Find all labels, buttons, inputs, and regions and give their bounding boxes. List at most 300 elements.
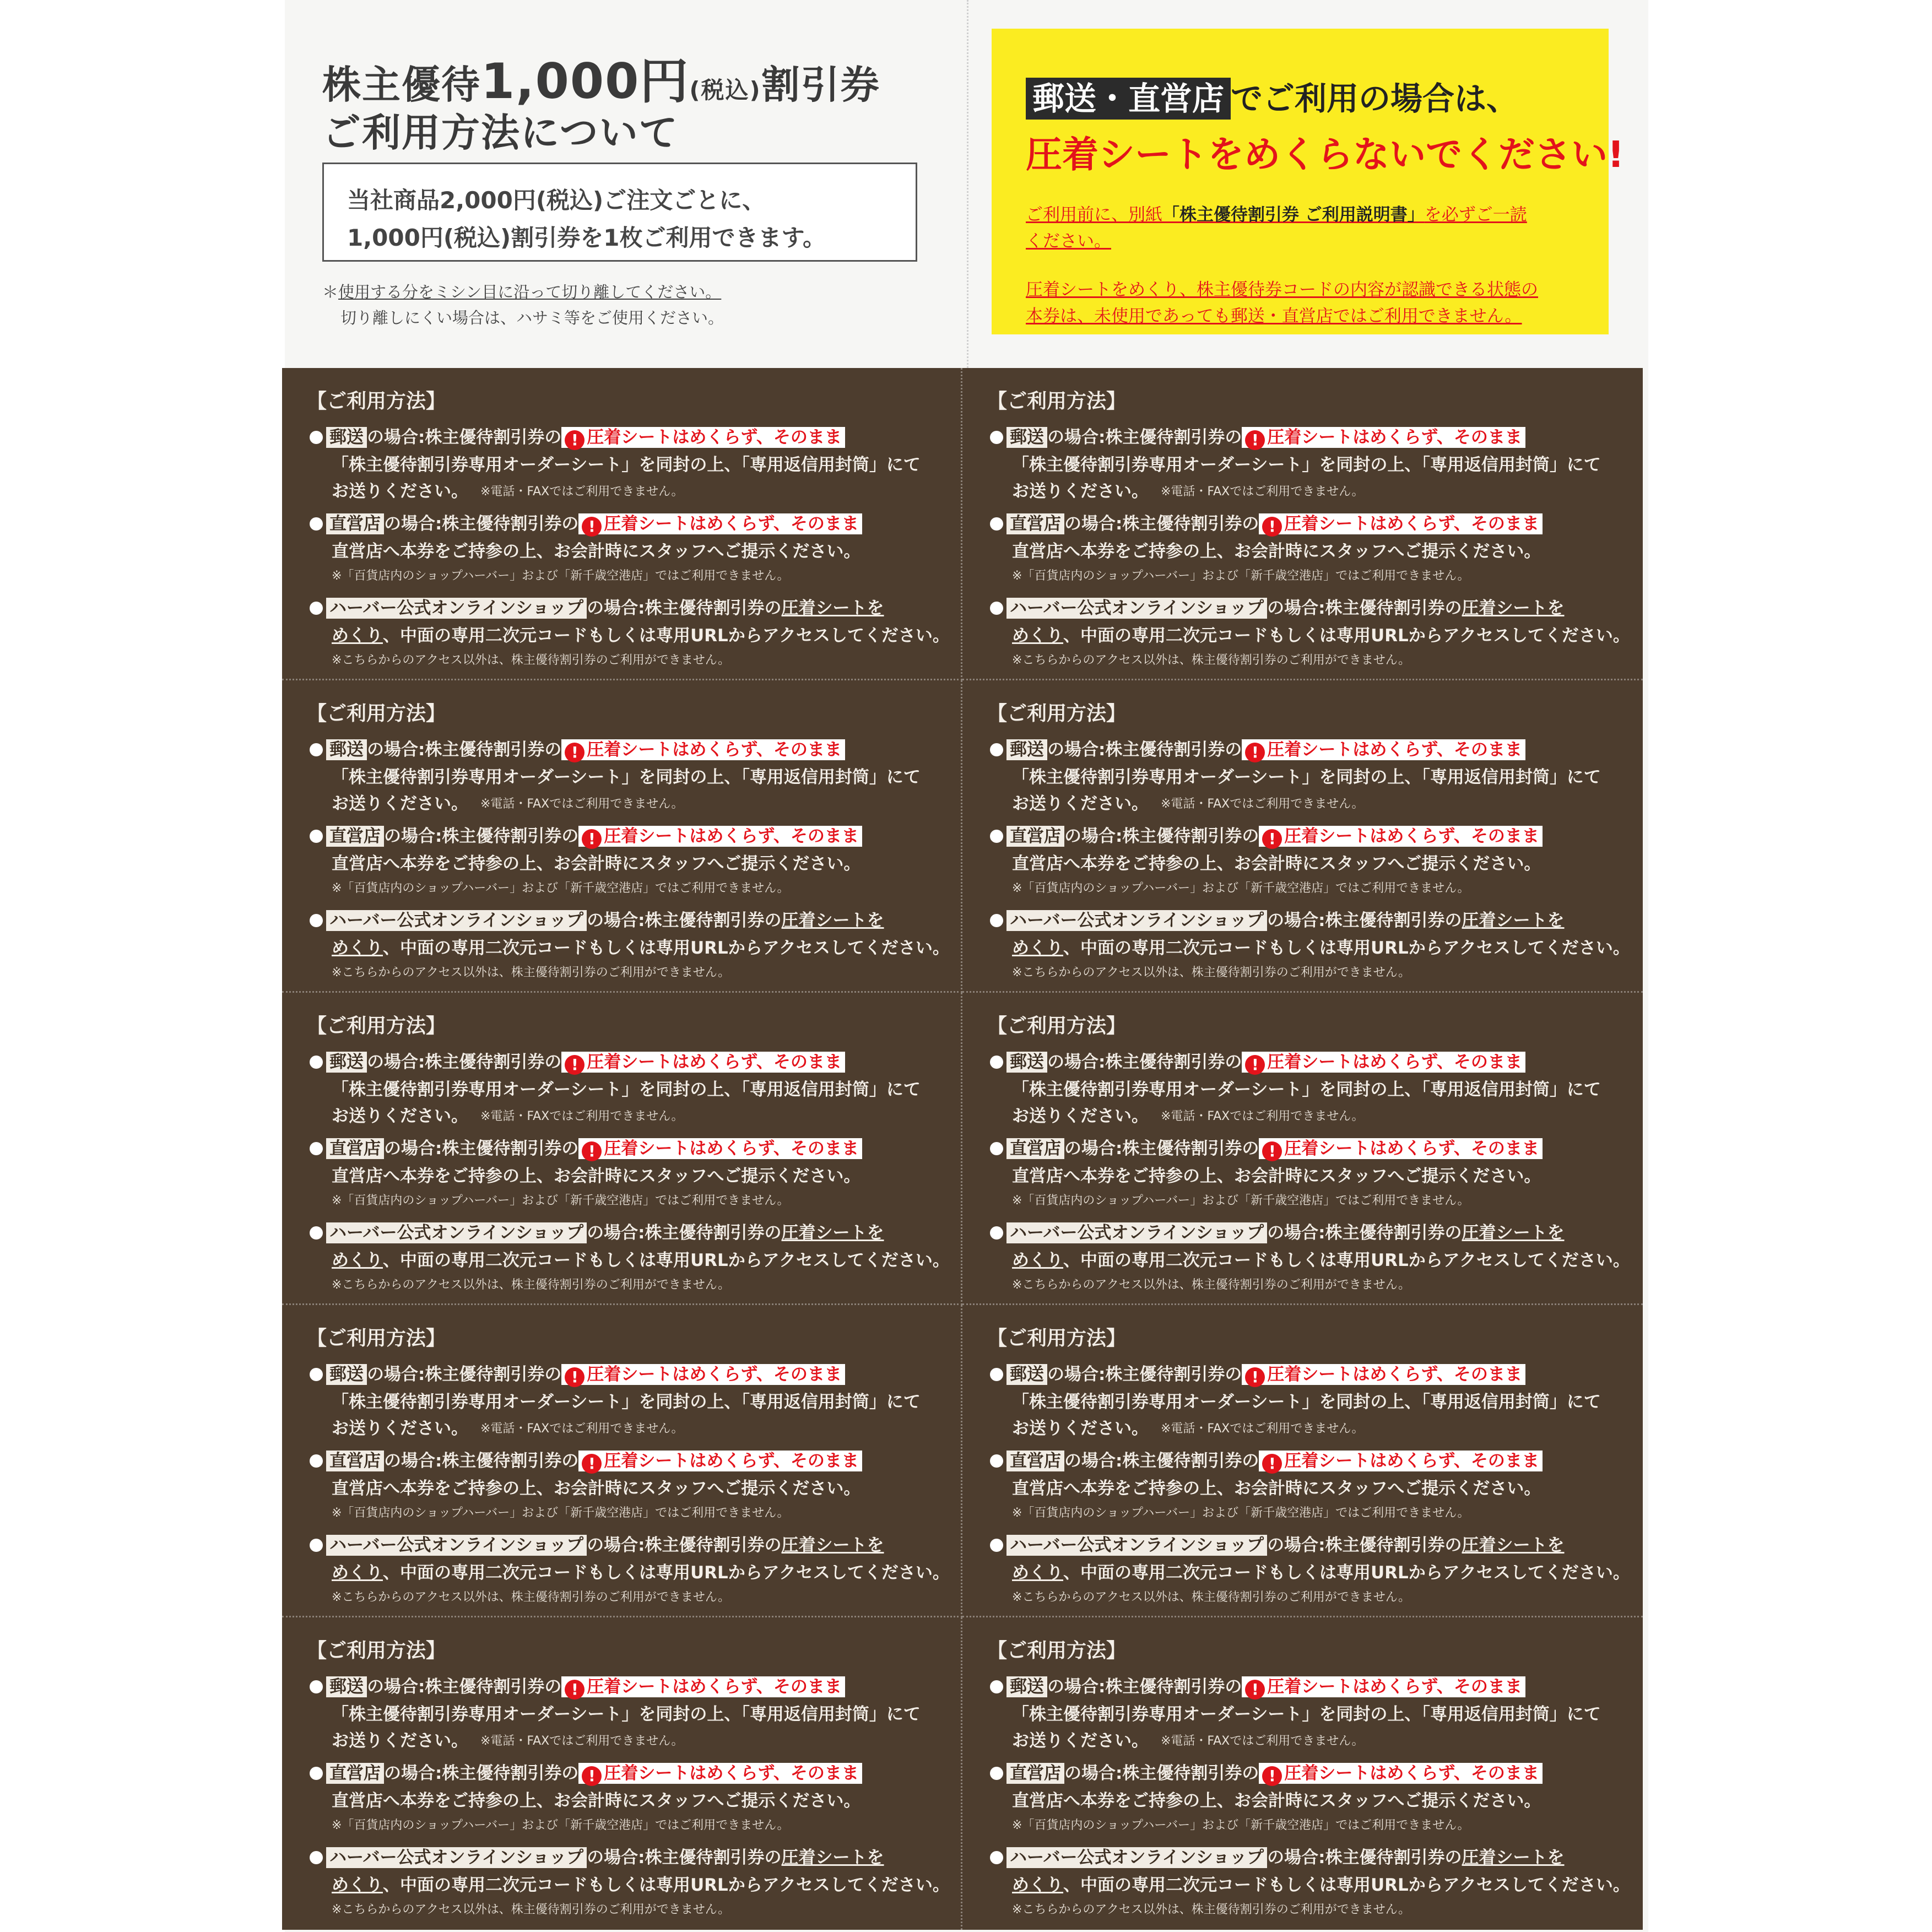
mail-line3: お送りください。: [1012, 481, 1149, 501]
mail-line3: お送りください。: [332, 794, 468, 814]
store-warning: [578, 826, 862, 847]
store-warning: [578, 1763, 862, 1784]
online-row: [310, 1843, 884, 1868]
mail-warning: [1242, 1052, 1525, 1073]
store-row: [310, 1447, 862, 1474]
store-case-text: の場合:株主優待割引券の: [384, 1451, 579, 1471]
store-row: [990, 1759, 1543, 1786]
online-line2: [1012, 934, 1630, 959]
bullet-icon: [310, 431, 323, 444]
bullet-icon: [990, 431, 1003, 444]
online-line2-under: めくり: [332, 1875, 383, 1895]
mail-line2: 「株主優待割引券専用オーダーシート」を同封の上、「専用返信用封筒」にて: [332, 767, 921, 787]
online-line2: [1012, 621, 1630, 646]
bullet-icon: [310, 830, 323, 843]
exclamation-icon: !: [1262, 517, 1282, 537]
online-case-text: の場合:株主優待割引券の: [1267, 911, 1462, 930]
mail-warning: [1242, 427, 1525, 448]
store-line2: 直営店へ本券をご持参の上、お会計時にスタッフへご提示ください。: [1012, 1166, 1541, 1186]
online-underline-text: 圧着シートを: [1462, 598, 1565, 618]
store-line2: 直営店へ本券をご持参の上、お会計時にスタッフへご提示ください。: [332, 542, 861, 561]
page-subtitle: ご利用方法について: [322, 110, 679, 155]
mail-warning: [561, 739, 845, 760]
coupon-9[interactable]: [282, 1617, 962, 1930]
online-line2: [1012, 1246, 1630, 1271]
mail-note: ※電話・FAXではご利用できません。: [1161, 1734, 1364, 1748]
mail-line3: お送りください。: [1012, 1731, 1149, 1751]
bullet-icon: [310, 914, 323, 927]
online-note: ※こちらからのアクセス以外は、株主優待割引券のご利用ができません。: [1012, 1903, 1411, 1917]
online-row: [990, 1531, 1565, 1556]
exclamation-icon: !: [582, 829, 602, 849]
bullet-icon: [990, 830, 1003, 843]
mail-line2: 「株主優待割引券専用オーダーシート」を同封の上、「専用返信用封筒」にて: [1012, 455, 1601, 475]
bullet-icon: [990, 1539, 1003, 1552]
store-tag: 直営店: [1006, 826, 1064, 847]
online-line2-rest: 、中面の専用二次元コードもしくは専用URLからアクセスしてください。: [383, 1563, 950, 1583]
mail-note: ※電話・FAXではご利用できません。: [480, 485, 684, 499]
exclamation-icon: !: [565, 1055, 585, 1075]
mail-note: ※電話・FAXではご利用できません。: [1161, 797, 1364, 811]
exclamation-icon: !: [582, 1141, 602, 1161]
coupon-heading: 【ご利用方法】: [307, 1327, 446, 1350]
mail-line3: お送りください。: [1012, 794, 1149, 814]
bullet-icon: [990, 602, 1003, 615]
exclamation-icon: !: [1245, 430, 1265, 450]
usage-rule-line2: 1,000円(税込)割引券を1枚ご利用できます。: [347, 224, 826, 251]
mail-tag: 郵送: [1006, 739, 1047, 760]
store-line2: 直営店へ本券をご持参の上、お会計時にスタッフへご提示ください。: [332, 854, 861, 874]
bullet-icon: [990, 1368, 1003, 1381]
bullet-icon: [990, 1454, 1003, 1468]
online-note: ※こちらからのアクセス以外は、株主優待割引券のご利用ができません。: [1012, 966, 1411, 979]
coupon-2[interactable]: [962, 368, 1643, 680]
online-case-text: の場合:株主優待割引券の: [1267, 1848, 1462, 1868]
bullet-icon: [990, 1767, 1003, 1780]
store-row: [310, 822, 862, 849]
online-row: [310, 906, 884, 931]
store-row: [990, 822, 1543, 849]
asterisk-mark: ＊: [322, 283, 339, 301]
notice-chip: 郵送・直営店: [1026, 78, 1231, 120]
mail-line3: お送りください。: [1012, 1106, 1149, 1126]
online-line2: [332, 621, 950, 646]
online-tag: ハーバー公式オンラインショップ: [326, 1535, 587, 1556]
exclamation-icon: !: [582, 517, 602, 537]
online-row: [990, 1843, 1565, 1868]
mail-case-text: の場合:株主優待割引券の: [367, 740, 562, 760]
online-row: [310, 594, 884, 619]
mail-case-text: の場合:株主優待割引券の: [367, 1052, 562, 1072]
mail-tag: 郵送: [326, 1052, 367, 1073]
coupon-3[interactable]: [282, 680, 962, 993]
online-tag: ハーバー公式オンラインショップ: [1006, 1847, 1267, 1868]
store-warning: [1259, 826, 1543, 847]
exclamation-icon: !: [1262, 1766, 1282, 1786]
store-note: ※「百貨店内のショップハーバー」および「新千歳空港店」ではご利用できません。: [332, 1819, 789, 1832]
online-line2-under: めくり: [1012, 938, 1063, 958]
online-tag: ハーバー公式オンラインショップ: [326, 910, 587, 931]
online-case-text: の場合:株主優待割引券の: [1267, 598, 1462, 618]
coupon-8[interactable]: [962, 1305, 1643, 1617]
mail-line2: 「株主優待割引券専用オーダーシート」を同封の上、「専用返信用封筒」にて: [1012, 1080, 1601, 1100]
online-underline-text: 圧着シートを: [1462, 1535, 1565, 1555]
online-note: ※こちらからのアクセス以外は、株主優待割引券のご利用ができません。: [332, 966, 730, 979]
store-tag: 直営店: [1006, 1138, 1064, 1159]
online-line2-rest: 、中面の専用二次元コードもしくは専用URLからアクセスしてください。: [383, 1251, 950, 1270]
online-line2-rest: 、中面の専用二次元コードもしくは専用URLからアクセスしてください。: [1063, 1251, 1630, 1270]
mail-row: [990, 735, 1525, 762]
mail-row: [310, 1048, 845, 1075]
store-line2: 直営店へ本券をご持参の上、お会計時にスタッフへご提示ください。: [1012, 1479, 1541, 1498]
bullet-icon: [990, 1851, 1003, 1864]
store-tag: 直営店: [1006, 1451, 1064, 1471]
online-row: [990, 594, 1565, 619]
coupon-10[interactable]: [962, 1617, 1643, 1930]
store-warning: [1259, 513, 1543, 534]
exclamation-icon: !: [565, 430, 585, 450]
online-case-text: の場合:株主優待割引券の: [1267, 1535, 1462, 1555]
mail-tag: 郵送: [326, 1364, 367, 1385]
store-warning-text: 圧着シートはめくらず、そのまま: [604, 1139, 859, 1159]
bullet-icon: [310, 1454, 323, 1468]
notice-box: [992, 29, 1625, 334]
coupon-heading: 【ご利用方法】: [987, 390, 1127, 413]
exclamation-icon: !: [1245, 743, 1265, 762]
exclamation-icon: !: [582, 1766, 602, 1786]
notice-headline: 圧着シートをめくらないでください!: [1026, 133, 1625, 176]
mail-line3: お送りください。: [1012, 1419, 1149, 1438]
coupon-5[interactable]: [282, 993, 962, 1305]
bullet-icon: [310, 1539, 323, 1552]
online-line2-under: めくり: [1012, 1563, 1063, 1583]
online-tag: ハーバー公式オンラインショップ: [326, 1222, 587, 1243]
online-case-text: の場合:株主優待割引券の: [587, 911, 782, 930]
coupon-6[interactable]: [962, 993, 1643, 1305]
store-case-text: の場合:株主優待割引券の: [1064, 826, 1259, 846]
mail-warning-text: 圧着シートはめくらず、そのまま: [1267, 1052, 1522, 1072]
mail-case-text: の場合:株主優待割引券の: [1047, 740, 1242, 760]
notice-line5: 圧着シートをめくり、株主優待券コードの内容が認識できる状態の: [1026, 280, 1538, 300]
store-note: ※「百貨店内のショップハーバー」および「新千歳空港店」ではご利用できません。: [1012, 1194, 1470, 1208]
mail-line3: お送りください。: [332, 1106, 468, 1126]
mail-warning: [561, 1052, 845, 1073]
bullet-icon: [310, 1767, 323, 1780]
store-note: ※「百貨店内のショップハーバー」および「新千歳空港店」ではご利用できません。: [1012, 1506, 1470, 1520]
mail-warning: [561, 427, 845, 448]
store-line2: 直営店へ本券をご持参の上、お会計時にスタッフへご提示ください。: [332, 1479, 861, 1498]
store-case-text: の場合:株主優待割引券の: [384, 514, 579, 534]
mail-line2: 「株主優待割引券専用オーダーシート」を同封の上、「専用返信用封筒」にて: [1012, 1392, 1601, 1412]
store-case-text: の場合:株主優待割引券の: [384, 1139, 579, 1159]
mail-case-text: の場合:株主優待割引券の: [367, 427, 562, 447]
online-line2-rest: 、中面の専用二次元コードもしくは専用URLからアクセスしてください。: [1063, 1563, 1630, 1583]
mail-warning-text: 圧着シートはめくらず、そのまま: [1267, 427, 1522, 447]
bullet-icon: [310, 1226, 323, 1240]
store-line2: 直営店へ本券をご持参の上、お会計時にスタッフへご提示ください。: [1012, 1791, 1541, 1811]
bullet-icon: [310, 1056, 323, 1069]
online-underline-text: 圧着シートを: [781, 598, 884, 618]
online-tag: ハーバー公式オンラインショップ: [1006, 910, 1267, 931]
cut-note-1: [322, 280, 721, 302]
mail-case-text: の場合:株主優待割引券の: [367, 1677, 562, 1697]
online-tag: ハーバー公式オンラインショップ: [1006, 1222, 1267, 1243]
online-row: [310, 1531, 884, 1556]
bullet-icon: [310, 517, 323, 531]
store-tag: 直営店: [1006, 513, 1064, 534]
store-note: ※「百貨店内のショップハーバー」および「新千歳空港店」ではご利用できません。: [332, 569, 789, 583]
online-case-text: の場合:株主優待割引券の: [587, 1223, 782, 1243]
mail-case-text: の場合:株主優待割引券の: [1047, 427, 1242, 447]
store-warning-text: 圧着シートはめくらず、そのまま: [604, 1763, 859, 1783]
online-line2-under: めくり: [332, 1563, 383, 1583]
online-note: ※こちらからのアクセス以外は、株主優待割引券のご利用ができません。: [1012, 653, 1411, 667]
store-line2: 直営店へ本券をご持参の上、お会計時にスタッフへご提示ください。: [332, 1166, 861, 1186]
fold-line: [967, 0, 968, 375]
online-case-text: の場合:株主優待割引券の: [587, 1848, 782, 1868]
mail-case-text: の場合:株主優待割引券の: [367, 1365, 562, 1384]
online-line2: [332, 934, 950, 959]
mail-note: ※電話・FAXではご利用できません。: [1161, 485, 1364, 499]
online-line2-rest: 、中面の専用二次元コードもしくは専用URLからアクセスしてください。: [1063, 1875, 1630, 1895]
bullet-icon: [990, 1142, 1003, 1155]
online-line2-under: めくり: [332, 1251, 383, 1270]
online-underline-text: 圧着シートを: [781, 1535, 884, 1555]
store-case-text: の場合:株主優待割引券の: [384, 1763, 579, 1783]
bullet-icon: [310, 743, 323, 756]
mail-note: ※電話・FAXではご利用できません。: [480, 797, 684, 811]
exclamation-icon: !: [565, 1367, 585, 1387]
store-tag: 直営店: [326, 1138, 384, 1159]
exclamation-icon: !: [582, 1454, 602, 1474]
store-warning-text: 圧着シートはめくらず、そのまま: [604, 826, 859, 846]
online-tag: ハーバー公式オンラインショップ: [1006, 598, 1267, 619]
store-warning-text: 圧着シートはめくらず、そのまま: [1284, 1763, 1539, 1783]
mail-warning-text: 圧着シートはめくらず、そのまま: [1267, 1677, 1522, 1697]
mail-row: [310, 423, 845, 450]
notice-line3-bold: 「株主優待割引券 ご利用説明書」: [1162, 205, 1425, 225]
online-underline-text: 圧着シートを: [1462, 1223, 1565, 1243]
online-line2-rest: 、中面の専用二次元コードもしくは専用URLからアクセスしてください。: [383, 1875, 950, 1895]
store-line2: 直営店へ本券をご持参の上、お会計時にスタッフへご提示ください。: [1012, 854, 1541, 874]
title-prefix: 株主優待: [322, 62, 481, 107]
store-tag: 直営店: [326, 1451, 384, 1471]
mail-case-text: の場合:株主優待割引券の: [1047, 1052, 1242, 1072]
online-line2-rest: 、中面の専用二次元コードもしくは専用URLからアクセスしてください。: [383, 938, 950, 958]
coupon-heading: 【ご利用方法】: [987, 1015, 1127, 1037]
exclamation-icon: !: [1262, 1141, 1282, 1161]
store-warning-text: 圧着シートはめくらず、そのまま: [1284, 1139, 1539, 1159]
online-line2-under: めくり: [1012, 626, 1063, 646]
mail-row: [990, 1048, 1525, 1075]
store-case-text: の場合:株主優待割引券の: [384, 826, 579, 846]
notice-line3-post: を必ずご一読: [1424, 205, 1527, 225]
title-tax: (税込): [689, 77, 761, 104]
store-row: [310, 510, 862, 537]
title-amount: 1,000円: [481, 53, 690, 110]
online-line2-under: めくり: [332, 626, 383, 646]
mail-line3: お送りください。: [332, 481, 468, 501]
store-line2: 直営店へ本券をご持参の上、お会計時にスタッフへご提示ください。: [1012, 542, 1541, 561]
online-line2-under: めくり: [332, 938, 383, 958]
bullet-icon: [310, 602, 323, 615]
mail-tag: 郵送: [1006, 427, 1047, 448]
store-warning-text: 圧着シートはめくらず、そのまま: [1284, 1451, 1539, 1471]
bullet-icon: [990, 914, 1003, 927]
online-tag: ハーバー公式オンラインショップ: [326, 598, 587, 619]
online-line2-under: めくり: [1012, 1251, 1063, 1270]
mail-warning-text: 圧着シートはめくらず、そのまま: [587, 1365, 842, 1384]
coupon-1[interactable]: [282, 368, 962, 680]
online-case-text: の場合:株主優待割引券の: [587, 1535, 782, 1555]
mail-note: ※電話・FAXではご利用できません。: [480, 1734, 684, 1748]
store-note: ※「百貨店内のショップハーバー」および「新千歳空港店」ではご利用できません。: [332, 881, 789, 895]
notice-line4: ください。: [1026, 231, 1111, 251]
online-tag: ハーバー公式オンラインショップ: [326, 1847, 587, 1868]
online-case-text: の場合:株主優待割引券の: [587, 598, 782, 618]
mail-tag: 郵送: [326, 739, 367, 760]
online-line2-rest: 、中面の専用二次元コードもしくは専用URLからアクセスしてください。: [383, 626, 950, 646]
mail-tag: 郵送: [1006, 1052, 1047, 1073]
mail-warning-text: 圧着シートはめくらず、そのまま: [1267, 740, 1522, 760]
store-tag: 直営店: [326, 1763, 384, 1784]
mail-warning-text: 圧着シートはめくらず、そのまま: [587, 427, 842, 447]
online-note: ※こちらからのアクセス以外は、株主優待割引券のご利用ができません。: [332, 1278, 730, 1292]
store-warning-text: 圧着シートはめくらず、そのまま: [1284, 514, 1539, 534]
store-note: ※「百貨店内のショップハーバー」および「新千歳空港店」ではご利用できません。: [1012, 881, 1470, 895]
online-note: ※こちらからのアクセス以外は、株主優待割引券のご利用ができません。: [332, 1590, 730, 1604]
mail-note: ※電話・FAXではご利用できません。: [480, 1110, 684, 1123]
store-row: [310, 1759, 862, 1786]
online-line2-rest: 、中面の専用二次元コードもしくは専用URLからアクセスしてください。: [1063, 626, 1630, 646]
mail-note: ※電話・FAXではご利用できません。: [1161, 1422, 1364, 1436]
store-warning: [578, 1138, 862, 1159]
online-row: [310, 1219, 884, 1243]
mail-warning-text: 圧着シートはめくらず、そのまま: [1267, 1365, 1522, 1384]
exclamation-icon: !: [1262, 1454, 1282, 1474]
usage-rule-line1: 当社商品2,000円(税込)ご注文ごとに、: [347, 187, 766, 214]
online-line2: [332, 1246, 950, 1271]
store-line2: 直営店へ本券をご持参の上、お会計時にスタッフへご提示ください。: [332, 1791, 861, 1811]
mail-line2: 「株主優待割引券専用オーダーシート」を同封の上、「専用返信用封筒」にて: [1012, 767, 1601, 787]
store-note: ※「百貨店内のショップハーバー」および「新千歳空港店」ではご利用できません。: [332, 1194, 789, 1208]
bullet-icon: [310, 1368, 323, 1381]
store-tag: 直営店: [1006, 1763, 1064, 1784]
store-warning: [1259, 1138, 1543, 1159]
coupon-heading: 【ご利用方法】: [987, 702, 1127, 725]
mail-warning-text: 圧着シートはめくらず、そのまま: [587, 1052, 842, 1072]
mail-warning: [561, 1676, 845, 1697]
store-row: [310, 1134, 862, 1161]
store-warning: [578, 513, 862, 534]
online-line2: [332, 1558, 950, 1583]
mail-tag: 郵送: [1006, 1676, 1047, 1697]
store-warning: [1259, 1451, 1543, 1471]
online-row: [990, 906, 1565, 931]
online-row: [990, 1219, 1565, 1243]
mail-row: [310, 1360, 845, 1387]
mail-line3: お送りください。: [332, 1731, 468, 1751]
bullet-icon: [990, 517, 1003, 531]
mail-tag: 郵送: [326, 427, 367, 448]
store-case-text: の場合:株主優待割引券の: [1064, 1139, 1259, 1159]
mail-tag: 郵送: [326, 1676, 367, 1697]
mail-line2: 「株主優待割引券専用オーダーシート」を同封の上、「専用返信用封筒」にて: [332, 1392, 921, 1412]
mail-warning: [1242, 1676, 1525, 1697]
store-tag: 直営店: [326, 513, 384, 534]
cut-note-1-text: 使用する分をミシン目に沿って切り離してください。: [338, 283, 722, 301]
store-row: [990, 1447, 1543, 1474]
exclamation-icon: !: [565, 1680, 585, 1700]
bullet-icon: [990, 1056, 1003, 1069]
mail-line2: 「株主優待割引券専用オーダーシート」を同封の上、「専用返信用封筒」にて: [332, 1080, 921, 1100]
online-underline-text: 圧着シートを: [1462, 1848, 1565, 1868]
exclamation-icon: !: [1245, 1680, 1265, 1700]
mail-row: [990, 1673, 1525, 1700]
online-underline-text: 圧着シートを: [781, 1848, 884, 1868]
mail-row: [310, 735, 845, 762]
store-warning-text: 圧着シートはめくらず、そのまま: [1284, 826, 1539, 846]
mail-line2: 「株主優待割引券専用オーダーシート」を同封の上、「専用返信用封筒」にて: [332, 1704, 921, 1724]
mail-note: ※電話・FAXではご利用できません。: [1161, 1110, 1364, 1123]
mail-case-text: の場合:株主優待割引券の: [1047, 1365, 1242, 1384]
coupon-heading: 【ご利用方法】: [307, 1015, 446, 1037]
mail-tag: 郵送: [1006, 1364, 1047, 1385]
online-line2: [332, 1871, 950, 1896]
store-warning: [578, 1451, 862, 1471]
coupon-heading: 【ご利用方法】: [987, 1327, 1127, 1350]
online-underline-text: 圧着シートを: [781, 911, 884, 930]
mail-note: ※電話・FAXではご利用できません。: [480, 1422, 684, 1436]
store-case-text: の場合:株主優待割引券の: [1064, 1451, 1259, 1471]
coupon-heading: 【ご利用方法】: [987, 1639, 1127, 1662]
exclamation-icon: !: [1245, 1055, 1265, 1075]
store-row: [990, 1134, 1543, 1161]
store-case-text: の場合:株主優待割引券の: [1064, 1763, 1259, 1783]
bullet-icon: [310, 1851, 323, 1864]
online-case-text: の場合:株主優待割引券の: [1267, 1223, 1462, 1243]
mail-line2: 「株主優待割引券専用オーダーシート」を同封の上、「専用返信用封筒」にて: [332, 455, 921, 475]
notice-line6: 本券は、未使用であっても郵送・直営店ではご利用できません。: [1026, 306, 1522, 326]
coupon-7[interactable]: [282, 1305, 962, 1617]
mail-row: [990, 1360, 1525, 1387]
mail-warning: [561, 1364, 845, 1385]
coupon-grid: [282, 368, 1643, 1930]
mail-warning-text: 圧着シートはめくらず、そのまま: [587, 740, 842, 760]
coupon-heading: 【ご利用方法】: [307, 1639, 446, 1662]
online-note: ※こちらからのアクセス以外は、株主優待割引券のご利用ができません。: [332, 653, 730, 667]
store-warning-text: 圧着シートはめくらず、そのまま: [604, 514, 859, 534]
online-line2: [1012, 1558, 1630, 1583]
mail-row: [310, 1673, 845, 1700]
usage-rule-box: [322, 163, 917, 262]
coupon-4[interactable]: [962, 680, 1643, 993]
bullet-icon: [310, 1142, 323, 1155]
notice-line3-pre: ご利用前に、別紙: [1026, 205, 1162, 225]
online-note: ※こちらからのアクセス以外は、株主優待割引券のご利用ができません。: [1012, 1590, 1411, 1604]
bullet-icon: [310, 1680, 323, 1693]
mail-case-text: の場合:株主優待割引券の: [1047, 1677, 1242, 1697]
store-warning: [1259, 1763, 1543, 1784]
exclamation-icon: !: [1262, 829, 1282, 849]
mail-line3: お送りください。: [332, 1419, 468, 1438]
store-case-text: の場合:株主優待割引券の: [1064, 514, 1259, 534]
store-warning-text: 圧着シートはめくらず、そのまま: [604, 1451, 859, 1471]
mail-warning-text: 圧着シートはめくらず、そのまま: [587, 1677, 842, 1697]
bullet-icon: [990, 1680, 1003, 1693]
online-line2: [1012, 1871, 1630, 1896]
online-underline-text: 圧着シートを: [781, 1223, 884, 1243]
